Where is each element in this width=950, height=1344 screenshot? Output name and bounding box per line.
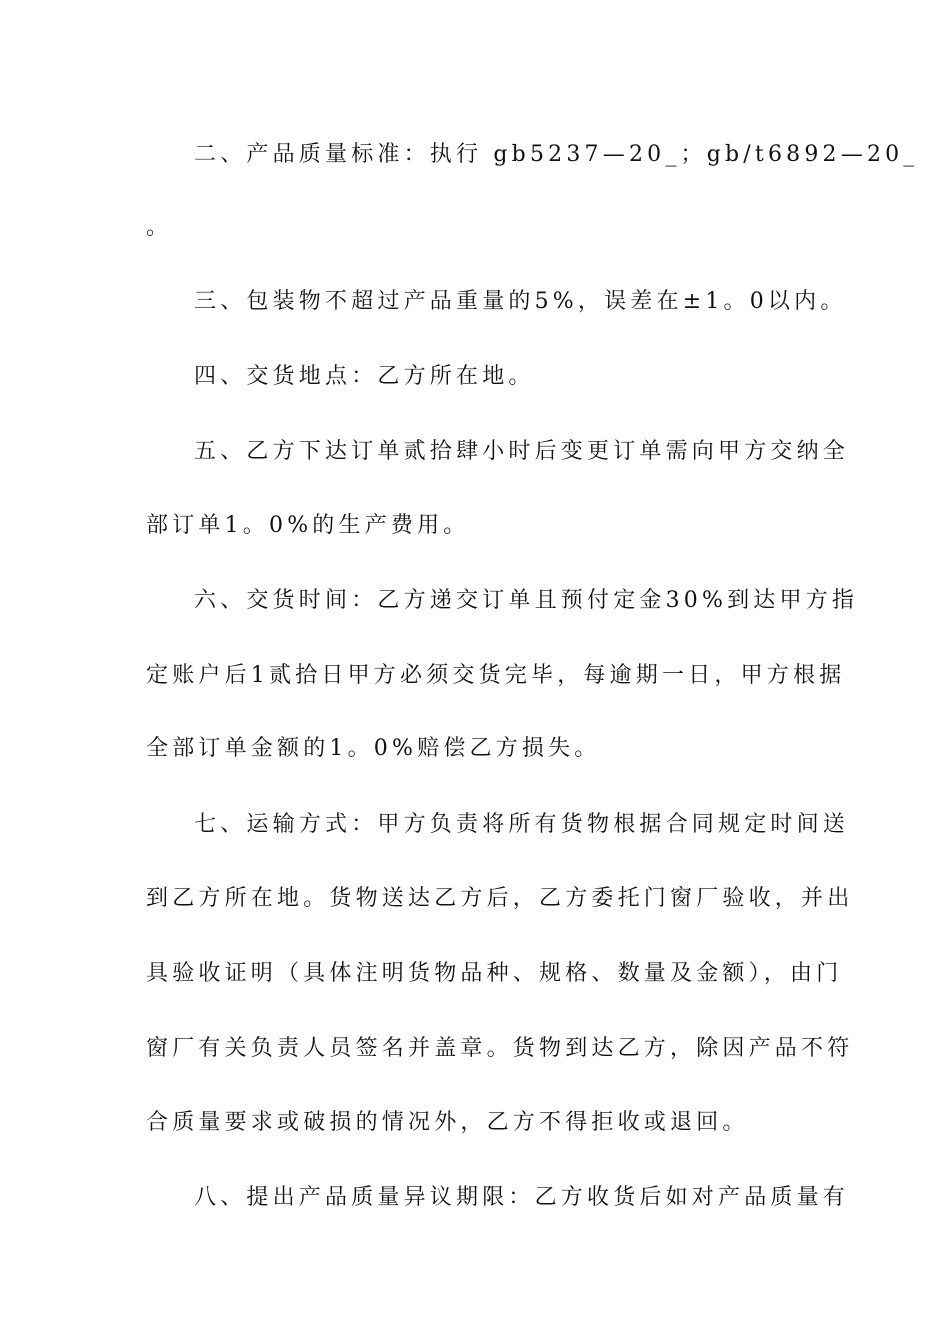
clause-7-line-5: 合质量要求或破损的情况外，乙方不得拒收或退回。 <box>146 1110 749 1135</box>
clause-2-line-2: 。 <box>146 215 173 240</box>
clause-7-line-2: 到乙方所在地。货物送达乙方后，乙方委托门窗厂验收，并出 <box>146 886 854 911</box>
clause-6-line-3: 全部订单金额的1。0%赔偿乙方损失。 <box>146 736 601 761</box>
clause-7-line-1: 七、运输方式：甲方负责将所有货物根据合同规定时间送 <box>194 812 850 837</box>
clause-2-line-1: 二、产品质量标准：执行 gb5237—20_；gb/t6892—20_ <box>194 142 919 167</box>
clause-5-line-1: 五、乙方下达订单贰拾肆小时后变更订单需向甲方交纳全 <box>194 439 850 464</box>
clause-7-line-4: 窗厂有关负责人员签名并盖章。货物到达乙方，除因产品不符 <box>146 1036 854 1061</box>
clause-4-line-1: 四、交货地点：乙方所在地。 <box>194 364 535 389</box>
clause-8-line-1: 八、提出产品质量异议期限：乙方收货后如对产品质量有 <box>194 1185 850 1210</box>
clause-6-line-2: 定账户后1贰拾日甲方必须交货完毕，每逾期一日，甲方根据 <box>146 663 846 688</box>
clause-3-line-1: 三、包装物不超过产品重量的5%，误差在±1。0以内。 <box>194 289 847 314</box>
clause-6-line-1: 六、交货时间：乙方递交订单且预付定金30%到达甲方指 <box>194 588 859 613</box>
clause-7-line-3: 具验收证明（具体注明货物品种、规格、数量及金额），由门 <box>146 961 843 986</box>
clause-5-line-2: 部订单1。0%的生产费用。 <box>146 513 470 538</box>
